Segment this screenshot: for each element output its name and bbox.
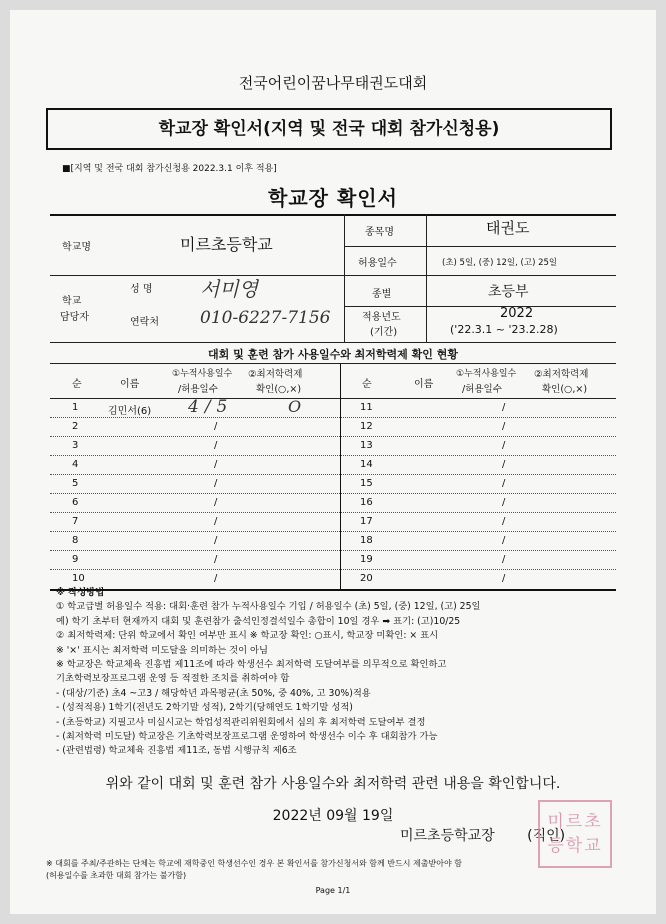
col-days-left-2: /허용일수 <box>178 384 218 395</box>
table-row: 19 / <box>360 554 506 565</box>
page-number: Page 1/1 <box>315 886 351 895</box>
table-row: 15 / <box>360 478 506 489</box>
col-no-left: 순 <box>72 379 82 390</box>
manager-label-person: 담당자 <box>60 312 89 323</box>
col-days-left-1: ①누적사용일수 <box>172 369 233 379</box>
note-line: ① 학교급별 허용일수 적용: 대회·훈련 참가 누적사용일수 기입 / 허용일수 (초) 5일, (중) 12일, (고) 25일 <box>56 601 481 613</box>
table-row: 20 / <box>360 573 506 584</box>
contact-value: 010-6227-7156 <box>200 308 331 328</box>
document-page <box>10 10 656 914</box>
table-row: 11 / <box>360 402 506 413</box>
note-line: - (관련법령) 학교체육 진흥법 제11조, 동법 시행규칙 제6조 <box>56 745 297 757</box>
category-label: 종별 <box>372 289 392 300</box>
header-title: 학교장 확인서(지역 및 전국 대회 참가신청용) <box>46 108 612 150</box>
col-check-right-2: 확인(○,×) <box>542 384 588 395</box>
table-row: 3 / <box>72 440 218 451</box>
year-value: 2022 <box>500 306 534 321</box>
table-row: 5 / <box>72 478 218 489</box>
note-line: - (대상/기준) 초4 ~고3 / 해당학년 과목평균(초 50%, 중 40%, 고 30%)적용 <box>56 687 371 699</box>
col-days-right-2: /허용일수 <box>462 384 502 395</box>
table-row: 8 / <box>72 535 218 546</box>
table-row: 14 / <box>360 459 506 470</box>
note-line: 예) 학기 초부터 현재까지 대회 및 훈련참가 출석인정결석일수 총합이 10일 경우 ➡ 표기: (고)10/25 <box>56 615 461 627</box>
footer-line: (허용일수를 초과한 대회 참가는 불가함) <box>46 871 187 880</box>
form-title: 학교장 확인서 <box>268 186 398 210</box>
note-line: ② 최저학력제: 단위 학교에서 확인 여부만 표시 ※ 학교장 확인: ○표시, 학교장 미확인: × 표시 <box>56 630 439 642</box>
table-row: 7 / <box>72 516 218 527</box>
table-row: 16 / <box>360 497 506 508</box>
note-line: - (최저학력 미도달) 학교장은 기초학력보장프로그램 운영하여 학생선수 이수 후 대회참가 가능 <box>56 731 438 743</box>
footer-note <box>46 858 626 882</box>
table-row: 4 / <box>72 459 218 470</box>
sport-value: 태권도 <box>486 219 530 237</box>
note-line: - (초등학교) 지필고사 미실시교는 학업성적관리위원회에서 심의 후 최저학력 도달여부 결정 <box>56 716 426 728</box>
table-row: 2 / <box>72 421 218 432</box>
applicability-note: ■[지역 및 전국 대회 참가신청용 2022.3.1 이후 적용] <box>62 164 277 174</box>
allowed-days-label: 허용일수 <box>358 258 397 269</box>
table-row: 13 / <box>360 440 506 451</box>
footer-line: ※ 대회를 주최/주관하는 단체는 학교에 재학중인 학생선수인 경우 본 확인서를 참가신청서와 함께 반드시 제출받아야 함 <box>46 859 462 868</box>
col-check-left-2: 확인(○,×) <box>256 384 302 395</box>
col-check-left-1: ②최저학력제 <box>248 369 303 380</box>
notes-title: ※ 작성방법 <box>56 587 105 598</box>
writing-instructions <box>56 586 626 759</box>
year-label: 적용년도 <box>362 312 401 323</box>
note-line: ※ '×' 표시는 최저학력 미도달을 의미하는 것이 아님 <box>56 644 269 656</box>
name-label: 성 명 <box>130 284 153 295</box>
name-value: 서미영 <box>200 277 258 301</box>
table-row: 1 김민서(6) 4/5 O <box>72 397 302 417</box>
table-row: 18 / <box>360 535 506 546</box>
seal-label: (직인) <box>527 828 566 844</box>
confirmation-statement: 위와 같이 대회 및 훈련 참가 사용일수와 최저학력 관련 내용을 확인합니다. <box>105 776 561 792</box>
category-value: 초등부 <box>488 284 529 300</box>
issue-date: 2022년 09월 19일 <box>272 808 394 824</box>
table-row: 9 / <box>72 554 218 565</box>
event-name: 전국어린이꿈나무태권도대회 <box>238 74 428 92</box>
school-label: 학교명 <box>62 242 91 253</box>
contact-label: 연락처 <box>130 317 159 328</box>
section-title: 대회 및 훈련 참가 사용일수와 최저학력제 확인 현황 <box>208 348 458 361</box>
school-name-value: 미르초등학교 <box>180 235 273 254</box>
period-value: ('22.3.1 ~ '23.2.28) <box>450 323 558 336</box>
note-line: ※ 학교장은 학교체육 진흥법 제11조에 따라 학생선수 최저학력 도달여부를 의무적으로 확인하고 <box>56 659 447 671</box>
table-row: 12 / <box>360 421 506 432</box>
sport-label: 종목명 <box>365 227 394 238</box>
note-line: 기초학력보장프로그램 운영 등 적절한 조치를 취하여야 함 <box>56 673 290 685</box>
table-row: 10 / <box>72 573 218 584</box>
col-no-right: 순 <box>362 379 372 390</box>
col-name-right: 이름 <box>414 379 434 390</box>
note-line: - (성적적용) 1학기(전년도 2학기말 성적), 2학기(당해연도 1학기말 성적) <box>56 702 353 714</box>
period-label: (기간) <box>370 327 398 338</box>
principal-title: 미르초등학교장 <box>400 828 495 844</box>
table-row: 6 / <box>72 497 218 508</box>
col-days-right-1: ①누적사용일수 <box>456 369 517 379</box>
manager-label-school: 학교 <box>62 296 82 307</box>
col-check-right-1: ②최저학력제 <box>534 369 589 380</box>
col-name-left: 이름 <box>120 379 140 390</box>
allowed-days-value: (초) 5일, (중) 12일, (고) 25일 <box>442 258 558 268</box>
table-row: 17 / <box>360 516 506 527</box>
seal-stamp-text: 미르초등학교 <box>547 812 603 856</box>
